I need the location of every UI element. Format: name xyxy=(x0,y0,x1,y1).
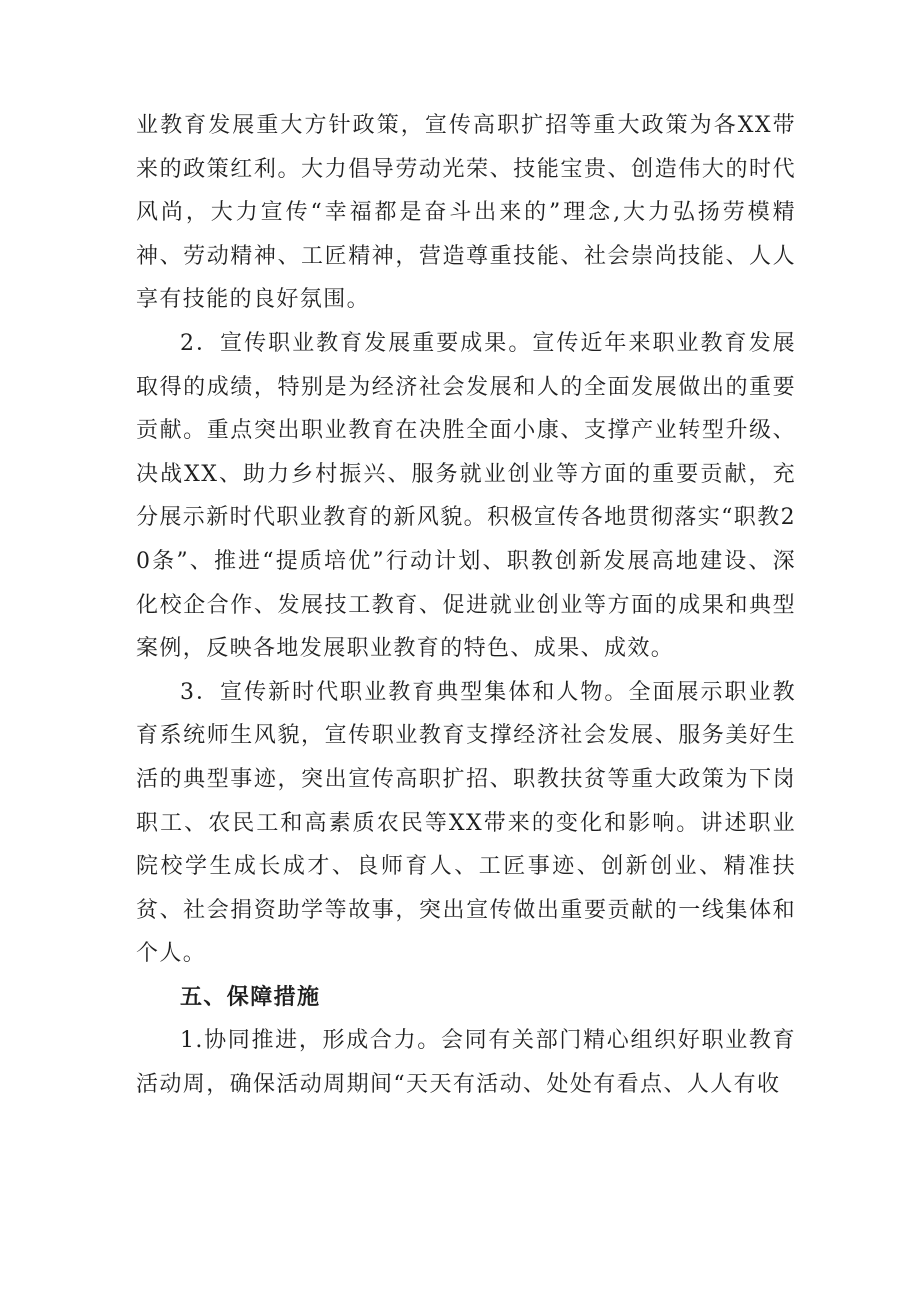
paragraph-achievements: 2．宣传职业教育发展重要成果。宣传近年来职业教育发展取得的成绩，特别是为经济社会发展和人的全面发展做出的重要贡献。重点突出职业教育在决胜全面小康、支撑产业转型升级、决战XX、助力乡村振兴、服务就业创业等方面的重要贡献，充分展示新时代职业教育的新风貌。积极宣传各地贯彻落实“职教20条”、推进“提质培优”行动计划、职教创新发展高地建设、深化校企合作、发展技工教育、促进就业创业等方面的成果和典型案例，反映各地发展职业教育的特色、成果、成效。 xyxy=(136,330,796,662)
document-body xyxy=(136,104,796,1107)
paragraph-policy-continued: 业教育发展重大方针政策，宣传高职扩招等重大政策为各XX带来的政策红利。大力倡导劳动光荣、技能宝贵、创造伟大的时代风尚，大力宣传“幸福都是奋斗出来的”理念,大力弘扬劳模精神、劳动精神、工匠精神，营造尊重技能、社会崇尚技能、人人享有技能的良好氛围。 xyxy=(136,113,796,313)
section-heading: 五、保障措施 xyxy=(180,984,321,1010)
paragraph-coordination: 1.协同推进，形成合力。会同有关部门精心组织好职业教育活动周，确保活动周期间“天天有活动、处处有看点、人人有收 xyxy=(136,1028,796,1098)
paragraph-typical-people: 3．宣传新时代职业教育典型集体和人物。全面展示职业教育系统师生风貌，宣传职业教育支撑经济社会发展、服务美好生活的典型事迹，突出宣传高职扩招、职教扶贫等重大政策为下岗职工、农民工和高素质农民等XX带来的变化和影响。讲述职业院校学生成长成才、良师育人、工匠事迹、创新创业、精准扶贫、社会捐资助学等故事，突出宣传做出重要贡献的一线集体和个人。 xyxy=(136,679,796,967)
